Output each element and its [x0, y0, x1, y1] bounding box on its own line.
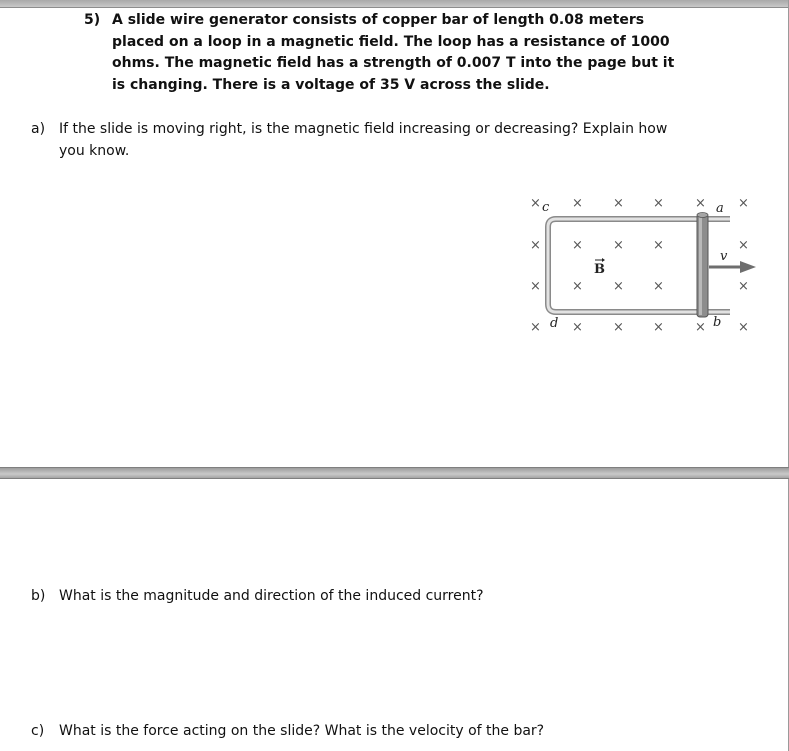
- field-mark: ×: [572, 238, 583, 253]
- label-b: b: [713, 315, 722, 330]
- field-mark: ×: [530, 238, 541, 253]
- field-mark: ×: [653, 279, 664, 294]
- field-mark: ×: [738, 238, 749, 253]
- field-mark: ×: [738, 320, 749, 335]
- field-mark: ×: [695, 320, 706, 335]
- field-mark: ×: [572, 196, 583, 211]
- field-mark: ×: [738, 196, 749, 211]
- field-mark: ×: [653, 238, 664, 253]
- field-mark: ×: [613, 320, 624, 335]
- problem-number: 5): [84, 12, 101, 28]
- question-c-text: What is the force acting on the slide? What is the velocity of the bar?: [59, 723, 545, 739]
- label-d: d: [550, 316, 559, 331]
- field-mark: ×: [653, 196, 664, 211]
- field-mark: ×: [653, 320, 664, 335]
- field-mark: ×: [613, 196, 624, 211]
- label-B: B: [594, 262, 605, 277]
- question-a-text: If the slide is moving right, is the magnetic field increasing or decreasing? Explain how you know.: [59, 121, 668, 159]
- label-a: a: [716, 201, 724, 216]
- question-b-label: b): [31, 588, 46, 604]
- problem-text: A slide wire generator consists of copper bar of length 0.08 meters placed on a loop in a magnetic field. The loop has a resistance of 1000 ohms. The magnetic field has a strength of 0.007 T into the page but it is changing. There is a voltage of 35 V across the slide.: [112, 12, 675, 93]
- field-mark: ×: [572, 320, 583, 335]
- question-c-label: c): [31, 723, 45, 739]
- field-mark: ×: [613, 279, 624, 294]
- question-b: [31, 586, 691, 608]
- magnetic-field-label: [594, 258, 605, 277]
- window-top-bar: [0, 0, 789, 8]
- field-mark: ×: [613, 238, 624, 253]
- field-mark: ×: [530, 320, 541, 335]
- field-mark: ×: [572, 279, 583, 294]
- page-break: [0, 467, 789, 479]
- sliding-bar: [697, 213, 708, 318]
- field-mark: ×: [530, 196, 541, 211]
- label-c: c: [542, 200, 550, 215]
- question-a-label: a): [31, 121, 46, 137]
- question-c: [31, 721, 691, 743]
- question-b-text: What is the magnitude and direction of the induced current?: [59, 588, 484, 604]
- label-v: v: [720, 249, 728, 264]
- field-mark: ×: [695, 196, 706, 211]
- velocity-arrow: [709, 261, 756, 273]
- field-mark: ×: [530, 279, 541, 294]
- field-mark: ×: [738, 279, 749, 294]
- question-a: [31, 119, 691, 162]
- slide-wire-figure: [520, 186, 760, 346]
- problem-statement: [84, 10, 684, 96]
